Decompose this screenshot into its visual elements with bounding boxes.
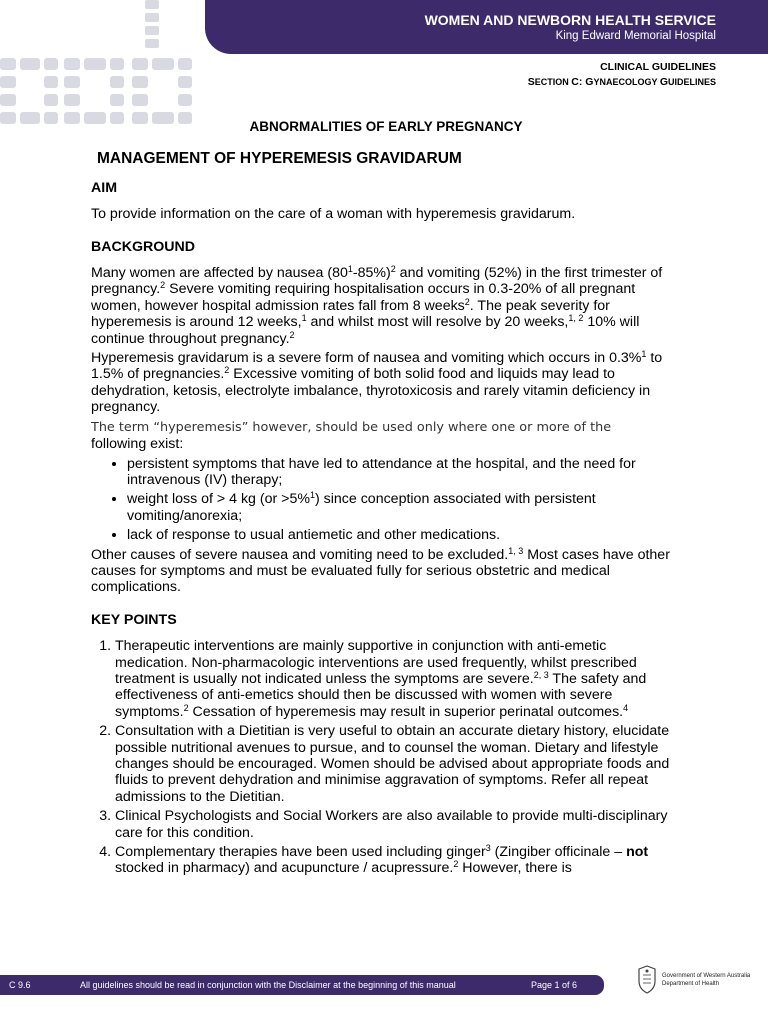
document-title: MANAGEMENT OF HYPEREMESIS GRAVIDARUM xyxy=(97,150,462,168)
list-item: 1. Therapeutic interventions are mainly supportive in conjunction with anti-emetic medication. Non-pharmacologic interventions are used frequently, whilst prescribed treatment is usually not indicated unless the symptoms are severe.$^{2, 3}$ The safety and effectiveness of anti-emetics should then be discussed with women with severe symptoms.$^2$ Cessation of hyperemesis may result in superior perinatal outcomes.$^4$ xyxy=(115,638,681,720)
aim-text: To provide information on the care of a woman with hyperemesis gravidarum. xyxy=(91,206,576,223)
list-item: • persistent symptoms that have led to attendance at the hospital, and the need for intravenous (IV) therapy; xyxy=(127,456,681,489)
hospital-name: King Edward Memorial Hospital xyxy=(555,30,716,42)
list-item: 4. Complementary therapies have been used including ginger$^3$ (Zingiber officinale – not stocked in pharmacy) and acupuncture / acupressure.$^2$ However, there is xyxy=(115,844,681,877)
crest-icon xyxy=(636,965,658,995)
category-heading: ABNORMALITIES OF EARLY PREGNANCY xyxy=(249,119,523,134)
list-item: 2. Consultation with a Dietitian is very useful to obtain an accurate dietary history, elucidate possible nutritional avenues to pursue, and to counsel the woman. Dietary and lifestyle changes should be encouraged. Women should be advised about appropriate foods and fluids to prevent dehydration and minimise aggravation of symptoms. Refer all repeat admissions to the Dietitian. xyxy=(115,723,681,805)
aim-heading: AIM xyxy=(91,179,118,196)
list-item: • lack of response to usual antiemetic and other medications. xyxy=(127,527,681,543)
government-logo xyxy=(636,965,751,997)
organization-name: WOMEN AND NEWBORN HEALTH SERVICE xyxy=(424,12,716,28)
key-points-heading: KEY POINTS xyxy=(91,611,177,628)
document-body xyxy=(91,119,681,880)
disclaimer-note: All guidelines should be read in conjunction with the Disclaimer at the beginning of this manual xyxy=(80,980,456,990)
background-paragraph-2: Hyperemesis gravidarum is a severe form of nausea and vomiting which occurs in 0.3%$^1$ to 1.5% of pregnancies.$^2$ Excessive vomiting of both solid food and liquids may lead to dehydration, ketosis, electrolyte imbalance, thyrotoxicosis and rarely vitamin deficiency in pregnancy. xyxy=(91,349,663,416)
background-paragraph-3: The term “hyperemesis” however, should be used only where one or more of the following exist: xyxy=(91,419,612,453)
criteria-list xyxy=(91,456,681,544)
list-item: 3. Clinical Psychologists and Social Workers are also available to provide multi-disciplinary care for this condition. xyxy=(115,808,681,841)
clinical-guidelines-label: CLINICAL GUIDELINES xyxy=(600,61,716,73)
list-item: • weight loss of > 4 kg (or >5%$^1$) since conception associated with persistent vomiting/anorexia; xyxy=(127,491,681,524)
guideline-section-label xyxy=(528,60,716,90)
key-points-list xyxy=(91,638,681,877)
logo-government-text: Government of Western Australia xyxy=(662,973,751,979)
section-label: SECTION C: GYNAECOLOGY GUIDELINES xyxy=(527,76,716,88)
background-heading: BACKGROUND xyxy=(91,238,196,255)
background-paragraph-4: Other causes of severe nausea and vomiting need to be excluded.$^{1, 3}$ Most cases have other causes for symptoms and must be evaluated fully for serious obstetric and medical complications. xyxy=(91,545,670,596)
logo-department-text: Department of Health xyxy=(662,981,720,987)
page-number: Page 1 of 6 xyxy=(531,980,578,990)
background-paragraph-1: Many women are affected by nausea $(80^1-85\%)^2$ and vomiting (52%) in the first trimester of pregnancy.$^2$ Severe vomiting requiring hospitalisation occurs in 0.3-20% of all pregnant women, however hospital admission rates fall from 8 weeks$^2$. The peak severity for hyperemesis is around 12 weeks,$^1$ and whilst most will resolve by 20 weeks,$^{1, 2}$ 10% will continue throughout pregnancy.$^2$ xyxy=(91,264,663,347)
document-code: C 9.6 xyxy=(9,980,31,990)
header-banner xyxy=(205,0,768,54)
page-footer xyxy=(0,975,604,995)
